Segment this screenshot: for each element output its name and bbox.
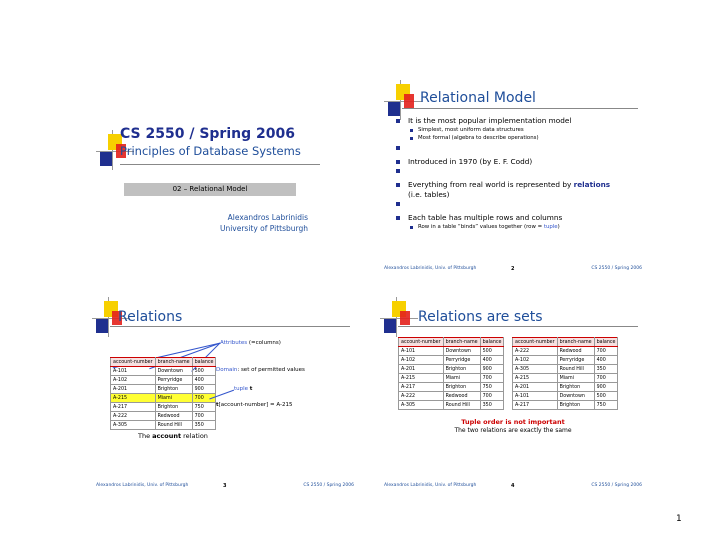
table-cell: 900 [480,365,504,374]
slide-title: Relations are sets [418,309,543,325]
table-cell: A-101 [111,367,156,376]
table-cell: A-222 [399,392,444,401]
table-caption: The account relation [138,432,208,440]
footer-page: 4 [511,483,515,489]
table-cell: Perryridge [557,356,594,365]
table-row [111,403,216,412]
bullet-text: It is the most popular implementation model [408,116,572,125]
sub-bullet-list [408,126,636,143]
table-cell: A-102 [111,376,156,385]
bullet [396,116,636,143]
keyword-tuple: tuple [543,223,558,230]
table-cell: 900 [192,385,216,394]
slide-2 [378,76,648,272]
table-row [111,385,216,394]
table-cell: Miami [155,394,192,403]
sub-bullet-list [408,223,636,232]
table-cell: A-201 [399,365,444,374]
table-cell: Miami [443,374,480,383]
sub-bullet: Simplest, most uniform data structures [408,126,636,135]
author-block [220,212,308,234]
table-row [513,347,618,356]
course-subtitle: Principles of Database Systems [120,144,301,158]
table-cell: A-101 [399,347,444,356]
table-cell: A-222 [111,412,156,421]
table-cell: A-101 [513,392,558,401]
table-cell: 350 [192,421,216,430]
sub-bullet: Most formal (algebra to describe operations) [408,134,636,143]
table-row [399,392,504,401]
table-cell: 700 [192,394,216,403]
table-cell: A-217 [399,383,444,392]
table-row [111,421,216,430]
keyword-relations: relations [573,180,611,189]
title-rule [398,326,638,327]
table-cell: 700 [480,392,504,401]
relation-table-1 [398,337,504,410]
table-cell: Miami [557,374,594,383]
bullet [396,180,636,199]
column-header: branch-name [557,338,594,347]
table-cell: A-215 [399,374,444,383]
table-cell: A-215 [513,374,558,383]
slide-title: Relational Model [420,90,536,106]
table-row [399,347,504,356]
table-row [399,401,504,410]
table-cell: A-305 [399,401,444,410]
table-row [513,392,618,401]
table-row [111,394,216,403]
table-cell: 400 [192,376,216,385]
table-row [513,383,618,392]
table-cell: Brighton [557,383,594,392]
author-name: Alexandros Labrinidis [227,213,308,222]
tuple-label: tuple t [234,386,253,392]
table-cell: 700 [594,374,618,383]
logo-icon [384,301,414,335]
lecture-label: 02 – Relational Model [124,183,296,196]
table-cell: Downtown [557,392,594,401]
table-cell: 400 [480,356,504,365]
footer-course: CS 2550 / Spring 2006 [303,483,354,488]
table-row [513,356,618,365]
table-cell: A-305 [111,421,156,430]
table-row [513,401,618,410]
column-header: branch-name [155,358,192,367]
slide-4 [378,293,648,489]
table-cell: Brighton [155,385,192,394]
table-cell: A-102 [399,356,444,365]
column-header: account-number [513,338,558,347]
footer-page: 3 [223,483,227,489]
table-row [513,365,618,374]
table-row [399,383,504,392]
table-cell: A-305 [513,365,558,374]
table-cell: 350 [594,365,618,374]
table-cell: 350 [480,401,504,410]
column-header: branch-name [443,338,480,347]
footer-course: CS 2550 / Spring 2006 [591,266,642,271]
table-cell: 500 [192,367,216,376]
tuple-expression: t[account-number] = A-215 [216,402,293,408]
same-note: The two relations are exactly the same [454,427,572,434]
slide-title: Relations [118,309,183,325]
table-cell: A-102 [513,356,558,365]
table-cell: Redwood [557,347,594,356]
bullet-list [396,116,636,231]
table-cell: A-217 [111,403,156,412]
table-cell: Redwood [155,412,192,421]
table-cell: 900 [594,383,618,392]
page-number: 1 [676,514,682,524]
table-row [399,356,504,365]
attributes-label: Attributes (=columns) [220,340,281,346]
table-row [111,367,216,376]
table-cell: 750 [480,383,504,392]
slide-1 [90,76,360,268]
spacer [396,166,636,180]
table-row [513,374,618,383]
column-header: account-number [399,338,444,347]
table-cell: Brighton [557,401,594,410]
table-cell: 400 [594,356,618,365]
column-header: balance [480,338,504,347]
table-row [399,374,504,383]
table-cell: A-215 [111,394,156,403]
column-header: account-number [111,358,156,367]
table-cell: 700 [480,374,504,383]
course-title: CS 2550 / Spring 2006 [120,126,295,142]
table-cell: A-201 [513,383,558,392]
bullet [396,213,636,231]
table-cell: Brighton [443,365,480,374]
table-cell: Redwood [443,392,480,401]
account-table [110,357,216,430]
table-cell: 700 [192,412,216,421]
table-cell: A-201 [111,385,156,394]
table-cell: Round Hill [557,365,594,374]
table-cell: A-217 [513,401,558,410]
domain-label: Domain: set of permitted values [216,367,305,373]
logo-icon [388,84,418,118]
divider [120,164,320,165]
table-cell: 750 [594,401,618,410]
table-cell: Perryridge [443,356,480,365]
table-cell: Round Hill [155,421,192,430]
bullet-text: Everything from real world is represented by [408,180,574,189]
bullet-text: (i.e. tables) [408,189,450,199]
table-cell: 750 [192,403,216,412]
table-row [111,376,216,385]
column-header: balance [594,338,618,347]
footer-author: Alexandros Labrinidis, Univ. of Pittsburgh [96,483,189,488]
column-header: balance [192,358,216,367]
table-cell: 500 [480,347,504,356]
slide-3 [90,293,360,489]
order-note: Tuple order is not important [461,418,565,426]
spacer [396,199,636,213]
author-affiliation: University of Pittsburgh [219,224,308,233]
bullet: Introduced in 1970 (by E. F. Codd) [396,157,636,167]
sub-bullet: Row in a table “binds” values together (row = tuple) [408,223,636,232]
table-cell: Brighton [155,403,192,412]
table-cell: Downtown [155,367,192,376]
footer-course: CS 2550 / Spring 2006 [591,483,642,488]
bullet-text: Each table has multiple rows and columns [408,213,563,222]
footer-author: Alexandros Labrinidis, Univ. of Pittsburgh [384,266,477,271]
table-cell: 500 [594,392,618,401]
relation-table-2 [512,337,618,410]
table-row [111,412,216,421]
title-rule [402,108,638,109]
table-row [399,365,504,374]
table-cell: Round Hill [443,401,480,410]
title-rule [110,326,350,327]
table-cell: Perryridge [155,376,192,385]
table-cell: A-222 [513,347,558,356]
spacer [396,143,636,157]
table-cell: Downtown [443,347,480,356]
footer-author: Alexandros Labrinidis, Univ. of Pittsburgh [384,483,477,488]
table-cell: 700 [594,347,618,356]
footer-page: 2 [511,266,515,272]
table-cell: Brighton [443,383,480,392]
